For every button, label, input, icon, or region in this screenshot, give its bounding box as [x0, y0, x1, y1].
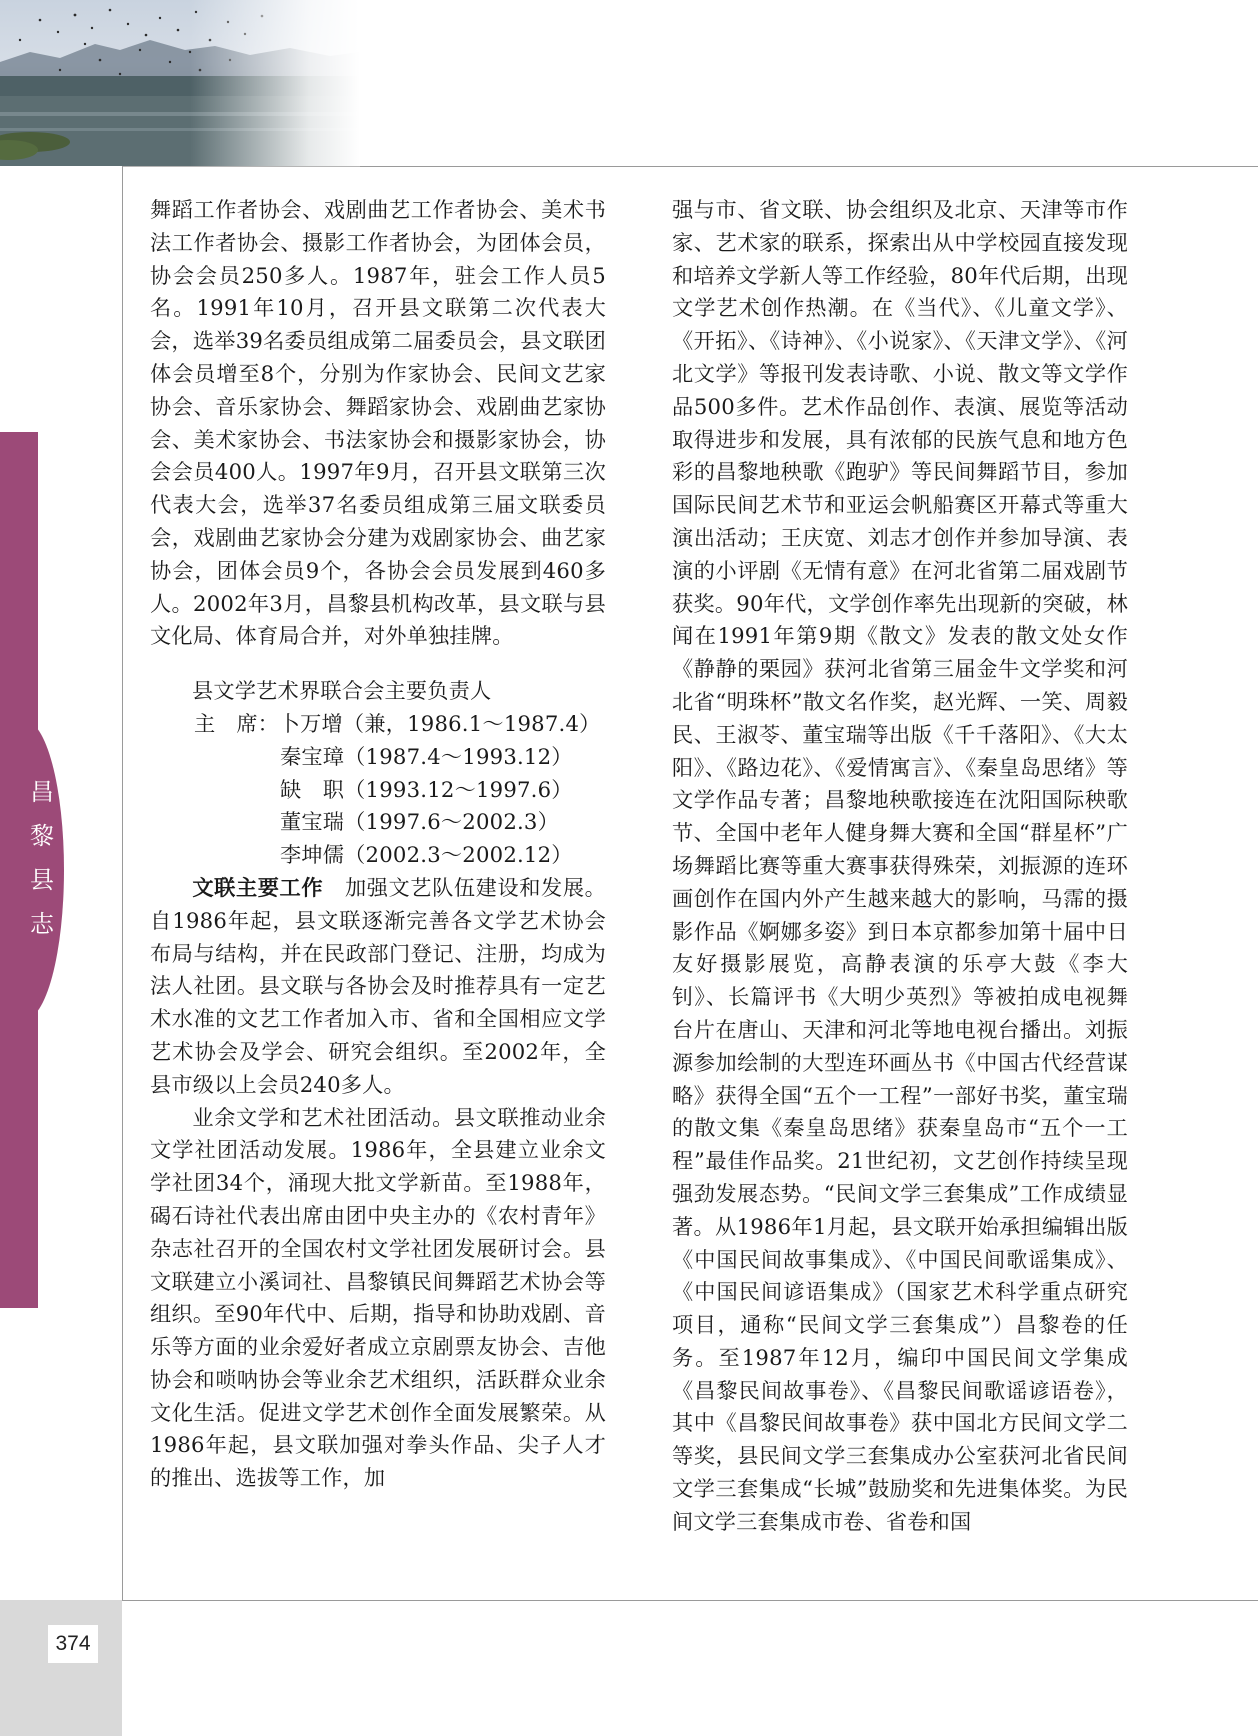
header-rule: [360, 166, 1258, 167]
side-tab-title: [22, 780, 62, 936]
column-frame-left-rule: [122, 166, 123, 1600]
side-tab-char: 志: [30, 910, 54, 938]
leader-row: [150, 741, 606, 774]
lake-landscape-image: [0, 0, 360, 166]
paragraph-text: 加强文艺队伍建设和发展。自1986年起，县文联逐渐完善各文学艺术协会布局与结构，并在民政部门登记、注册，均成为法人社团。县文联与各协会及时推荐具有一定艺术水准的文艺工作者加入市、省和全国相应文学艺术协会及学会、研究会组织。至2002年，全县市级以上会员240多人。: [150, 874, 607, 1097]
left-text-column: [150, 194, 606, 1495]
leader-row: [150, 806, 606, 839]
footer-rule: [122, 1600, 1258, 1601]
leader-row: [150, 774, 606, 807]
leader-name: 秦宝璋（1987.4～1993.12）: [280, 743, 573, 769]
leader-name: 卜万增（兼，1986.1～1987.4）: [278, 710, 601, 736]
paragraph: 舞蹈工作者协会、戏剧曲艺工作者协会、美术书法工作者协会、摄影工作者协会，为团体会员，协会会员250多人。1987年，驻会工作人员5名。1991年10月，召开县文联第二次代表大会，选举39名委员组成第二届委员会，县文联团体会员增至8个，分别为作家协会、民间文艺家协会、音乐家协会、舞蹈家协会、戏剧曲艺家协会、美术家协会、书法家协会和摄影家协会，协会会员400人。1997年9月，召开县文联第三次代表大会，选举37名委员组成第三届文联委员会，戏剧曲艺家协会分建为戏剧家协会、曲艺家协会，团体会员9个，各协会会员发展到460多人。2002年3月，昌黎县机构改革，县文联与县文化局、体育局合并，对外单独挂牌。: [150, 197, 606, 649]
page-number: 374: [48, 1625, 98, 1663]
header-photo: [0, 0, 360, 166]
leader-row: [150, 839, 606, 872]
leader-row: [150, 708, 606, 741]
paragraph: 业余文学和艺术社团活动。县文联推动业余文学社团活动发展。1986年，全县建立业余文学社团34个，涌现大批文学新苗。至1988年，碣石诗社代表出席由团中央主办的《农村青年》杂志社召开的全国农村文学社团发展研讨会。县文联建立小溪词社、昌黎镇民间舞蹈艺术协会等组织。至90年代中、后期，指导和协助戏剧、音乐等方面的业余爱好者成立京剧票友协会、吉他协会和唢呐协会等业余艺术组织，活跃群众业余文化生活。促进文学艺术创作全面发展繁荣。从1986年起，县文联加强对拳头作品、尖子人才的推出、选拔等工作，加: [150, 1104, 606, 1491]
leader-role: 主 席：: [194, 710, 279, 736]
side-tab-char: 黎: [30, 822, 54, 850]
side-tab-char: 昌: [30, 778, 54, 806]
leaders-list-title: 县文学艺术界联合会主要负责人: [192, 678, 492, 704]
leader-name: 李坤儒（2002.3～2002.12）: [280, 842, 573, 868]
right-text-column: [672, 194, 1128, 1539]
footer-gray-block: [0, 1600, 122, 1736]
paragraph: [150, 872, 606, 1102]
leaders-list: [150, 675, 606, 872]
leader-name: 缺 职（1993.12～1997.6）: [280, 776, 573, 802]
side-tab-char: 县: [30, 866, 54, 894]
leader-name: 董宝瑞（1997.6～2002.3）: [280, 809, 559, 835]
section-heading: 文联主要工作: [192, 874, 324, 900]
paragraph: 强与市、省文联、协会组织及北京、天津等市作家、艺术家的联系，探索出从中学校园直接发现和培养文学新人等工作经验，80年代后期，出现文学艺术创作热潮。在《当代》、《儿童文学》、《开拓》、《诗神》、《小说家》、《天津文学》、《河北文学》等报刊发表诗歌、小说、散文等文学作品500多件。艺术作品创作、表演、展览等活动取得进步和发展，具有浓郁的民族气息和地方色彩的昌黎地秧歌《跑驴》等民间舞蹈节目，参加国际民间艺术节和亚运会帆船赛区开幕式等重大演出活动；王庆宽、刘志才创作并参加导演、表演的小评剧《无情有意》在河北省第二届戏剧节获奖。90年代，文学创作率先出现新的突破，林闻在1991年第9期《散文》发表的散文处女作《静静的栗园》获河北省第三届金牛文学奖和河北省“明珠杯”散文名作奖，赵光辉、一笑、周毅民、王淑苓、董宝瑞等出版《千千落阳》、《大太阳》、《路边花》、《爱情寓言》、《秦皇岛思绪》等文学作品专著；昌黎地秧歌接连在沈阳国际秧歌节、全国中老年人健身舞大赛和全国“群星杯”广场舞蹈比赛等重大赛事获得殊荣，刘振源的连环画创作在国内外产生越来越大的影响，马霈的摄影作品《婀娜多姿》到日本京都参加第十届中日友好摄影展览，高静表演的乐亭大鼓《李大钊》、长篇评书《大明少英烈》等被拍成电视舞台片在唐山、天津和河北等地电视台播出。刘振源参加绘制的大型连环画丛书《中国古代经营谋略》获得全国“五个一工程”一部好书奖，董宝瑞的散文集《秦皇岛思绪》获秦皇岛市“五个一工程”最佳作品奖。21世纪初，文艺创作持续呈现强劲发展态势。“民间文学三套集成”工作成绩显著。从1986年1月起，县文联开始承担编辑出版《中国民间故事集成》、《中国民间歌谣集成》、《中国民间谚语集成》（国家艺术科学重点研究项目，通称“民间文学三套集成”）昌黎卷的任务。至1987年12月，编印中国民间文学集成《昌黎民间故事卷》、《昌黎民间歌谣谚语卷》，其中《昌黎民间故事卷》获中国北方民间文学二等奖，县民间文学三套集成办公室获河北省民间文学三套集成“长城”鼓励奖和先进集体奖。为民间文学三套集成市卷、省卷和国: [672, 197, 1128, 1534]
